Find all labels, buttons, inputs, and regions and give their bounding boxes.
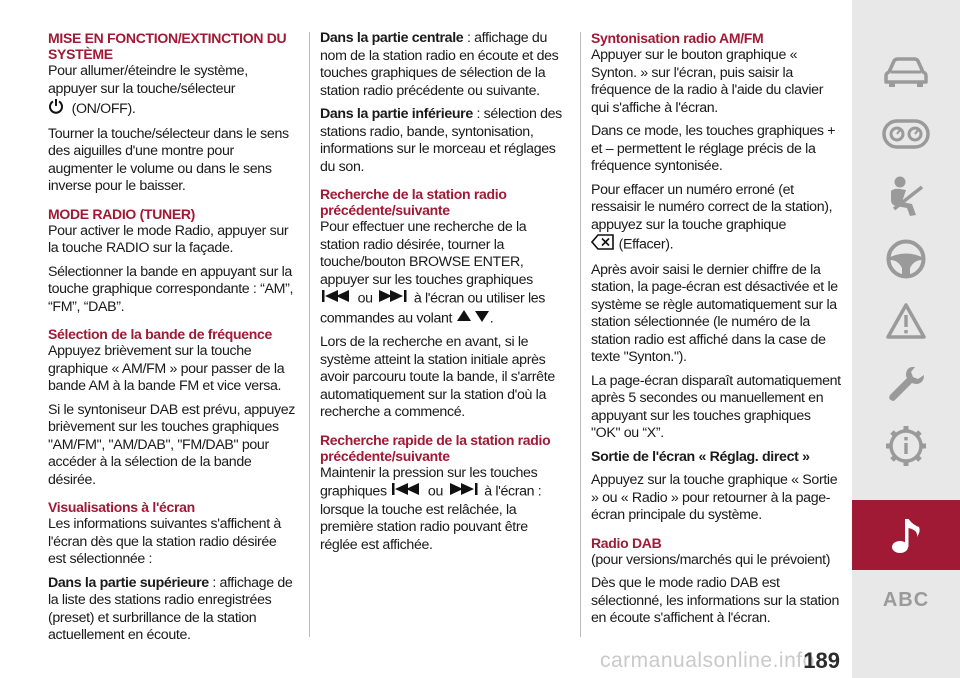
warning-icon[interactable]	[852, 290, 960, 352]
dashboard-icon[interactable]	[852, 103, 960, 165]
paragraph: La page-écran disparaît automatiquement après 5 secondes ou manuellement en appuyant sur les touches graphiques "OK" ou “X”.	[591, 372, 841, 441]
paragraph: Si le syntoniseur DAB est prévu, appuyez brièvement sur les touches graphiques "AM/FM", "AM/DAB", "FM/DAB" pour accéder à la sélection de la bande désirée.	[48, 401, 296, 488]
info-gear-icon[interactable]	[852, 415, 960, 477]
backspace-icon	[591, 234, 615, 256]
paragraph: Maintenir la pression sur les touches graphiques ou à l'écran : lorsque la touche est relâchée, la première station radio pouvant être réglée est affichée.	[320, 464, 542, 553]
paragraph: Après avoir saisi le dernier chiffre de la station, la page-écran est désactivée et le système se règle automatiquement sur la station sélectionnée (le numéro de la station radio est affiché dans la case de texte "Synton.").	[591, 261, 838, 365]
heading-dab: Radio DAB	[591, 534, 662, 551]
wrench-icon[interactable]	[852, 353, 960, 415]
paragraph: Pour effacer un numéro erroné (et ressaisir le numéro correct de la station), appuyez sur la touche graphique (Effacer).	[591, 182, 843, 256]
paragraph: Pour allumer/éteindre le système, appuyer sur la touche/sélecteur (ON/OFF).	[48, 63, 296, 120]
paragraph: Appuyez sur la touche graphique « Sortie » ou « Radio » pour retourner à la page-écran principale du système.	[591, 472, 838, 523]
heading-display: Visualisations à l'écran	[48, 499, 195, 515]
paragraph: Dans la partie centrale : affichage du nom de la station radio en écoute et des touches graphiques de sélection de la station radio précédente ou suivante.	[320, 30, 559, 99]
seek-forward-icon	[376, 289, 410, 309]
music-note-icon[interactable]	[852, 500, 960, 570]
heading-search: Recherche de la station radio précédente/suivante	[320, 186, 507, 218]
column-1	[48, 30, 296, 651]
column-3	[591, 30, 843, 634]
car-icon[interactable]	[852, 40, 960, 102]
page-number: 189	[803, 648, 840, 673]
steering-wheel-icon[interactable]	[852, 228, 960, 290]
paragraph: Dans la partie inférieure : sélection des stations radio, bande, syntonisation, informations sur le morceau et réglages du son.	[320, 106, 562, 175]
paragraph: Appuyer sur le bouton graphique « Synton. » sur l'écran, puis saisir la fréquence de la radio à l'aide du clavier qui s'affiche à l'écran.	[591, 47, 824, 116]
paragraph: Lors de la recherche en avant, si le système atteint la station initiale après avoir parcouru toute la bande, il s'arrête automatiquement sur la station d'où la recherche a commencé.	[320, 334, 555, 420]
paragraph: Pour effectuer une recherche de la station radio désirée, tourner la touche/bouton BROWSE ENTER, appuyer sur les touches graphiques ou à l'écran ou utiliser les commandes au volant .	[320, 219, 546, 326]
column-separator	[309, 32, 310, 637]
paragraph: Dans la partie supérieure : affichage de la liste des stations radio enregistrées (preset) et surbrillance de la station actuellement en écoute.	[48, 574, 293, 643]
seek-back-icon	[390, 482, 424, 502]
heading-tuning: Syntonisation radio AM/FM	[591, 30, 764, 46]
paragraph: Dans ce mode, les touches graphiques + et – permettent le réglage précis de la fréquence syntonisée.	[591, 123, 836, 174]
paragraph: Sortie de l'écran « Réglag. direct »	[591, 448, 810, 465]
heading-band-selection: Sélection de la bande de fréquence	[48, 326, 272, 342]
column-separator	[580, 32, 581, 637]
heading-fast-search: Recherche rapide de la station radio précédente/suivante	[320, 431, 551, 464]
seek-back-icon	[320, 289, 354, 309]
seek-forward-icon	[447, 482, 481, 502]
paragraph: (pour versions/marchés qui le prévoient)	[591, 551, 831, 568]
up-down-arrows-icon	[456, 309, 490, 329]
paragraph: Dès que le mode radio DAB est sélectionné, les informations sur la station en écoute s'affichent à l'écran.	[591, 575, 839, 626]
paragraph: Tourner la touche/sélecteur dans le sens des aiguilles d'une montre pour augmenter le volume ou dans le sens inverse pour le baisser.	[48, 125, 289, 194]
heading-power: MISE EN FONCTION/EXTINCTION DU SYSTÈME	[48, 30, 287, 62]
chapter-sidebar	[852, 0, 960, 678]
watermark: carmanualsonline.info	[600, 649, 815, 672]
paragraph: Les informations suivantes s'affichent à l'écran dès que la station radio désirée est sélectionnée :	[48, 516, 281, 567]
abc-index-link[interactable]: ABC	[882, 588, 930, 611]
paragraph: Sélectionner la bande en appuyant sur la touche graphique correspondante : “AM”, “FM”, “DAB”.	[48, 263, 294, 315]
column-2	[320, 30, 565, 560]
paragraph: Appuyez brièvement sur la touche graphique « AM/FM » pour passer de la bande AM à la bande FM et vice versa.	[48, 343, 285, 394]
paragraph: Pour activer le mode Radio, appuyer sur la touche RADIO sur la façade.	[48, 222, 289, 256]
heading-radio-mode: MODE RADIO (TUNER)	[48, 205, 196, 222]
seatbelt-icon[interactable]	[852, 165, 960, 227]
power-icon	[48, 98, 64, 120]
